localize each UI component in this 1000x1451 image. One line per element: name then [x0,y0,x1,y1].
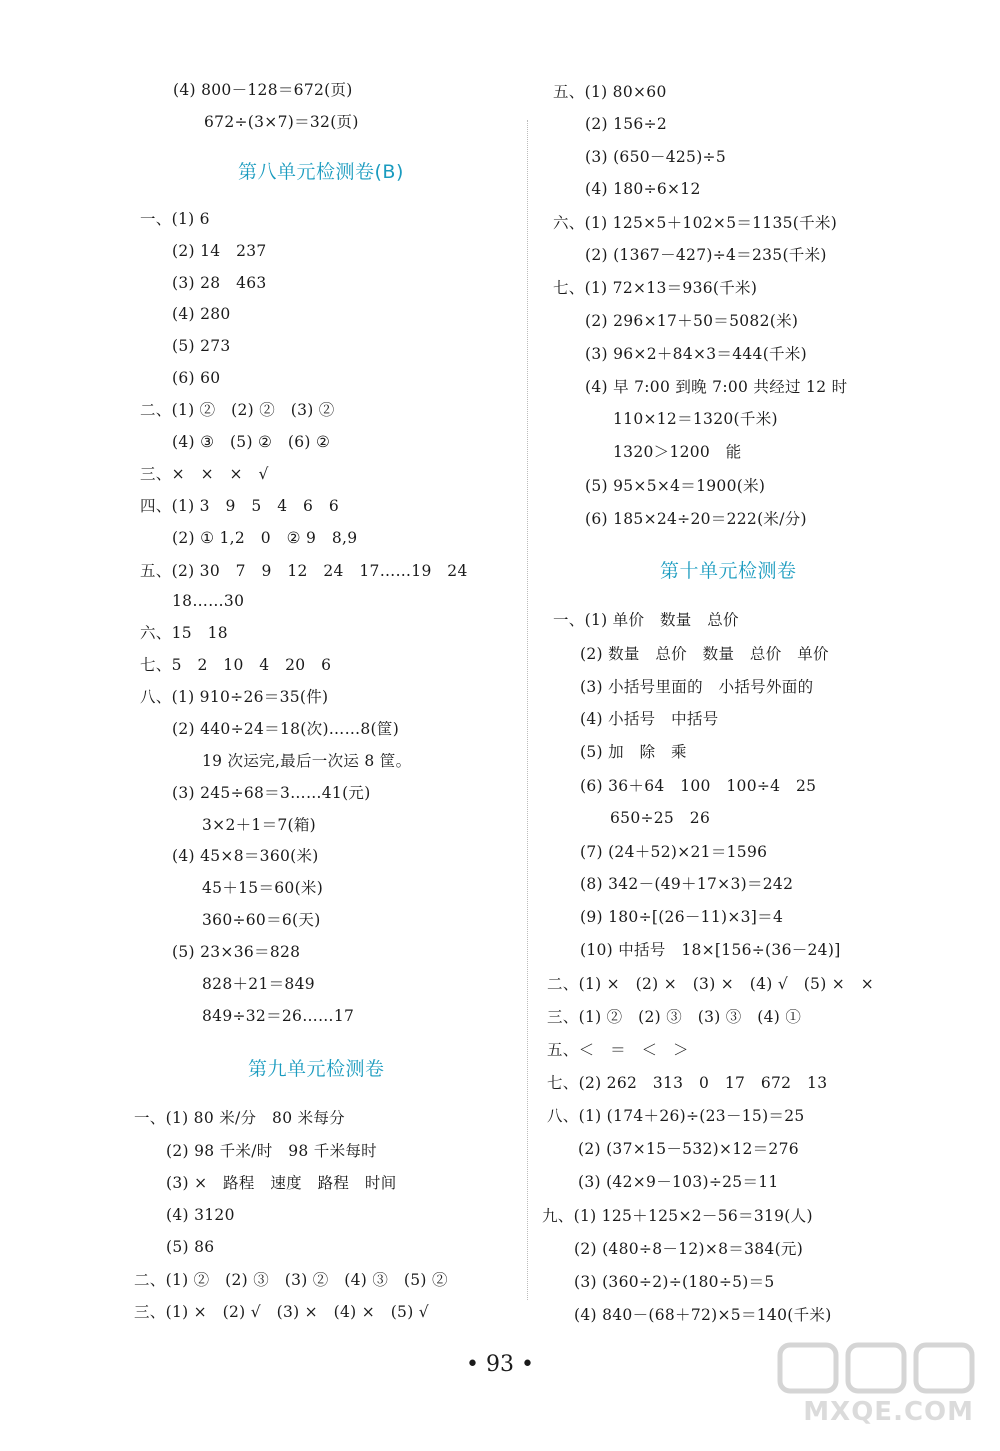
answer-line: (3) (650－425)÷5 [585,148,726,166]
answer-line: 849÷32＝26……17 [202,1007,355,1025]
section-title-unit8: 第八单元检测卷(B) [238,161,404,183]
watermark-logo-icon [772,1339,982,1399]
answer-line: (3) 28 463 [172,274,267,292]
section-title-unit9: 第九单元检测卷 [248,1058,385,1080]
column-divider [527,120,529,1300]
answer-line: 三、× × × √ [140,465,269,483]
answer-line: 八、(1) 910÷26＝35(件) [140,688,329,706]
answer-line: 七、5 2 10 4 20 6 [140,656,332,674]
answer-line: 45＋15＝60(米) [202,879,324,897]
answer-line: (2) (480÷8－12)×8＝384(元) [574,1240,804,1258]
answer-line: (4) 840－(68＋72)×5＝140(千米) [574,1306,832,1324]
answer-line: (3) (360÷2)÷(180÷5)＝5 [574,1273,775,1291]
answer-line: (5) 23×36＝828 [172,943,301,961]
answer-line: 三、(1) ② (2) ③ (3) ③ (4) ① [547,1008,802,1026]
answer-line: 一、(1) 6 [140,210,210,228]
answer-line: 18……30 [172,592,245,610]
answer-line: (6) 185×24÷20＝222(米/分) [585,510,807,528]
answer-line: (5) 95×5×4＝1900(米) [585,477,766,495]
answer-line: (5) 加 除 乘 [580,743,687,761]
answer-line: 六、15 18 [140,624,228,642]
answer-line: (7) (24＋52)×21＝1596 [580,843,768,861]
answer-line: (3) 96×2＋84×3＝444(千米) [585,345,808,363]
answer-line: (6) 36＋64 100 100÷4 25 [580,777,817,795]
answer-line: (2) 数量 总价 数量 总价 单价 [580,645,829,663]
answer-line: 828＋21＝849 [202,975,315,993]
answer-line: (3) 小括号里面的 小括号外面的 [580,678,814,696]
answer-line: 650÷25 26 [610,809,711,827]
watermark-logo [772,1339,982,1431]
answer-line: (10) 中括号 18×[156÷(36－24)] [580,941,841,959]
answer-line: (4) 280 [172,305,231,323]
answer-line: 七、(1) 72×13＝936(千米) [553,279,758,297]
answer-line: 五、(1) 80×60 [553,83,667,101]
answer-line: (5) 86 [166,1238,215,1256]
answer-line: 360÷60＝6(天) [202,911,321,929]
answer-line: (2) (1367－427)÷4＝235(千米) [585,246,827,264]
answer-line: 一、(1) 单价 数量 总价 [553,611,739,629]
section-title-unit10: 第十单元检测卷 [660,560,797,582]
answer-line: (3) × 路程 速度 路程 时间 [166,1174,397,1192]
answer-line: (3) 245÷68＝3……41(元) [172,784,371,802]
answer-line: (6) 60 [172,369,221,387]
answer-line: 五、(2) 30 7 9 12 24 17……19 24 [140,562,468,580]
answer-line: 八、(1) (174＋26)÷(23－15)＝25 [547,1107,805,1125]
page-number: • 93 • [466,1352,534,1377]
watermark-text: MXQE.COM [803,1397,974,1427]
answer-line: 19 次运完,最后一次运 8 筐。 [202,752,412,770]
answer-line: 七、(2) 262 313 0 17 672 13 [547,1074,828,1092]
answer-line: (2) 440÷24＝18(次)……8(筐) [172,720,400,738]
answer-line: (4) 45×8＝360(米) [172,847,319,865]
answer-line: 九、(1) 125＋125×2－56＝319(人) [542,1207,813,1225]
answer-line: (4) 早 7:00 到晚 7:00 共经过 12 时 [585,378,848,396]
answer-line: 一、(1) 80 米/分 80 米每分 [134,1109,345,1127]
answer-line: 四、(1) 3 9 5 4 6 6 [140,497,340,515]
answer-line: (2) 14 237 [172,242,267,260]
answer-line: (8) 342－(49＋17×3)＝242 [580,875,794,893]
answer-line: 672÷(3×7)＝32(页) [204,113,359,131]
answer-line: (4) 小括号 中括号 [580,710,719,728]
answer-line: (2) 156÷2 [585,115,668,133]
answer-line: 110×12＝1320(千米) [613,410,778,428]
answer-line: (4) ③ (5) ② (6) ② [172,433,331,451]
answer-line: (4) 800－128＝672(页) [173,81,353,99]
answer-line: 六、(1) 125×5＋102×5＝1135(千米) [553,214,838,232]
answer-line: (5) 273 [172,337,231,355]
answer-line: 五、＜ ＝ ＜ ＞ [547,1041,689,1059]
answer-line: (2) 296×17＋50＝5082(米) [585,312,799,330]
answer-line: (2) (37×15－532)×12＝276 [578,1140,799,1158]
answer-line: 二、(1) × (2) × (3) × (4) √ (5) × × [547,975,875,993]
answer-line: (9) 180÷[(26－11)×3]＝4 [580,908,784,926]
answer-line: (4) 180÷6×12 [585,180,701,198]
answer-line: (4) 3120 [166,1206,235,1224]
answer-line: 3×2＋1＝7(箱) [202,816,317,834]
answer-line: 三、(1) × (2) √ (3) × (4) × (5) √ [134,1303,429,1321]
answer-line: (2) ① 1,2 0 ② 9 8,9 [172,529,358,547]
answer-line: 二、(1) ② (2) ③ (3) ② (4) ③ (5) ② [134,1271,448,1289]
answer-line: (3) (42×9－103)÷25＝11 [578,1173,779,1191]
answer-line: 1320＞1200 能 [613,443,742,461]
answer-line: 二、(1) ② (2) ② (3) ② [140,401,335,419]
answer-line: (2) 98 千米/时 98 千米每时 [166,1142,377,1160]
